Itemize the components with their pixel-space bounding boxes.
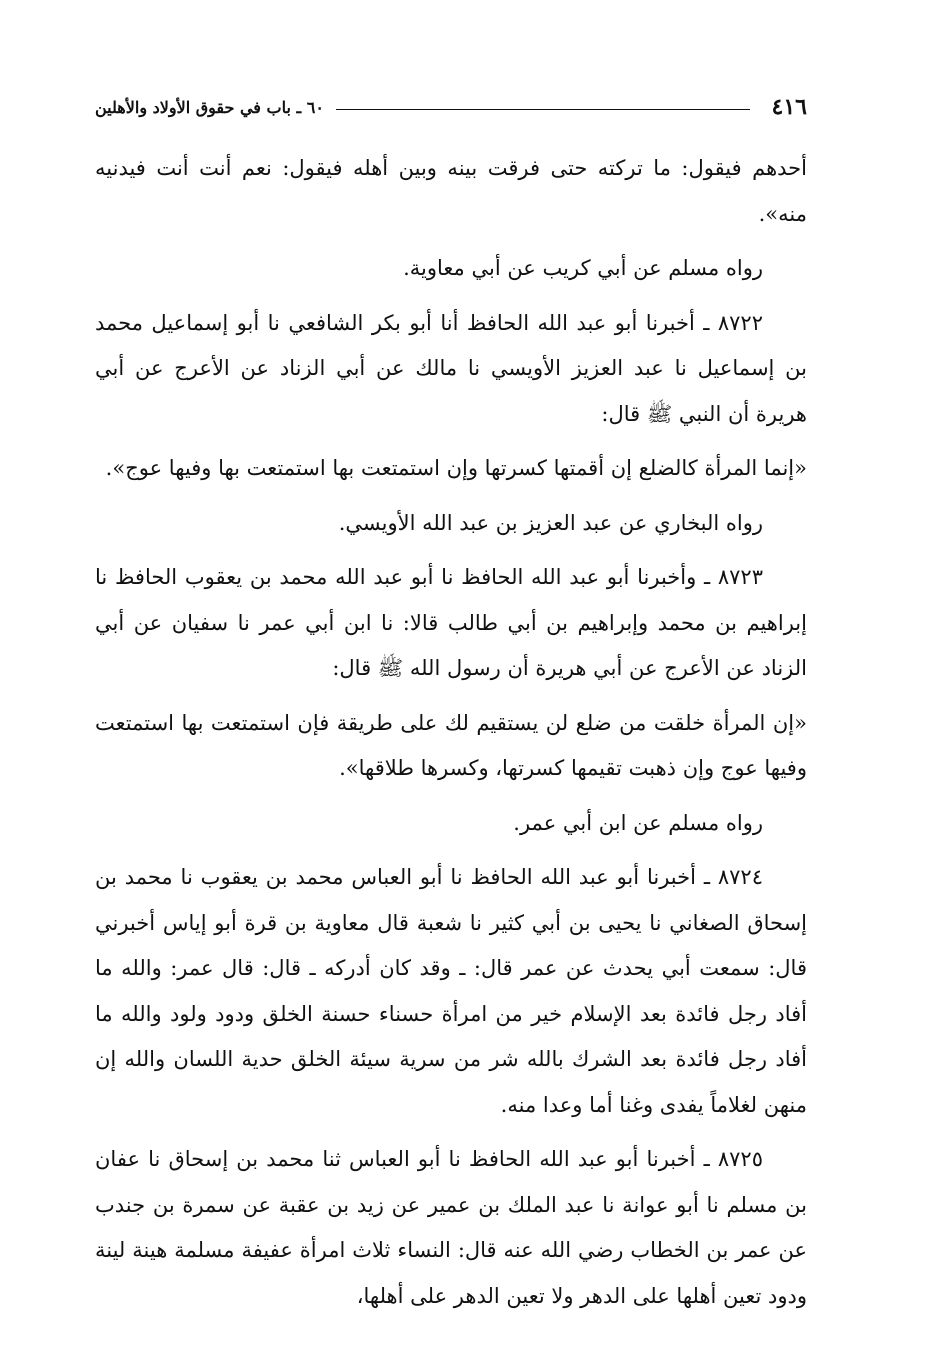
page-header (95, 92, 807, 122)
body-text (95, 146, 807, 1328)
paragraph-1: أحدهم فيقول: ما تركته حتى فرقت بينه وبين أهله فيقول: نعم أنت أنت فيدنيه منه». (95, 156, 807, 226)
header-rule (336, 109, 750, 110)
page-number: ٤١٦ (771, 94, 807, 120)
paragraph-8: رواه مسلم عن ابن أبي عمر. (513, 810, 763, 835)
paragraph-6: ٨٧٢٣ ـ وأخبرنا أبو عبد الله الحافظ نا أبو عبد الله محمد بن يعقوب الحافظ نا إبراهيم بن محمد وإبراهيم بن أبي طالب قالا: نا ابن أبي عمر نا سفيان عن أبي الزناد عن الأعرج عن أبي هريرة أن رسول الله ﷺ قال: (95, 565, 807, 680)
paragraph-4: «إنما المرأة كالضلع إن أقمتها كسرتها وإن استمتعت بها استمتعت بها وفيها عوج». (105, 456, 807, 480)
paragraph-7: «إن المرأة خلقت من ضلع لن يستقيم لك على طريقة فإن استمتعت بها استمتعت وفيها عوج وإن ذهبت تقيمها كسرتها، وكسرها طلاقها». (95, 710, 807, 780)
paragraph-3: ٨٧٢٢ ـ أخبرنا أبو عبد الله الحافظ أنا أبو بكر الشافعي نا أبو إسماعيل محمد بن إسماعيل نا عبد العزيز الأويسي نا مالك عن أبي الزناد عن الأعرج عن أبي هريرة أن النبي ﷺ قال: (95, 310, 807, 426)
paragraph-9: ٨٧٢٤ ـ أخبرنا أبو عبد الله الحافظ نا أبو العباس محمد بن يعقوب نا محمد بن إسحاق الصغاني نا يحيى بن أبي كثير نا شعبة قال معاوية بن قرة أبو إياس أخبرني قال: سمعت أبي يحدث عن عمر قال: ـ وقد كان أدركه ـ قال: قال عمر: والله ما أفاد رجل فائدة بعد الإسلام خير من امرأة حسناء حسنة الخلق ودود ولود والله ما أفاد رجل فائدة بعد الشرك بالله شر من سرية سيئة الخلق حدية اللسان والله إن منهن لغلاماً يفدى وغنا أما وعدا منه. (95, 865, 807, 1117)
paragraph-2: رواه مسلم عن أبي كريب عن أبي معاوية. (403, 256, 763, 280)
paragraph-10: ٨٧٢٥ ـ أخبرنا أبو عبد الله الحافظ نا أبو العباس ثنا محمد بن إسحاق نا عفان بن مسلم نا أبو عوانة نا عبد الملك بن عمير عن زيد بن عقبة عن سمرة بن جندب عن عمر بن الخطاب رضي الله عنه قال: النساء ثلاث امرأة عفيفة مسلمة هينة لينة ودود تعين أهلها على الدهر ولا تعين الدهر على أهلها، (95, 1147, 807, 1308)
paragraph-5: رواه البخاري عن عبد العزيز بن عبد الله الأويسي. (338, 510, 763, 535)
running-title: ٦٠ ـ باب في حقوق الأولاد والأهلين (95, 97, 324, 117)
